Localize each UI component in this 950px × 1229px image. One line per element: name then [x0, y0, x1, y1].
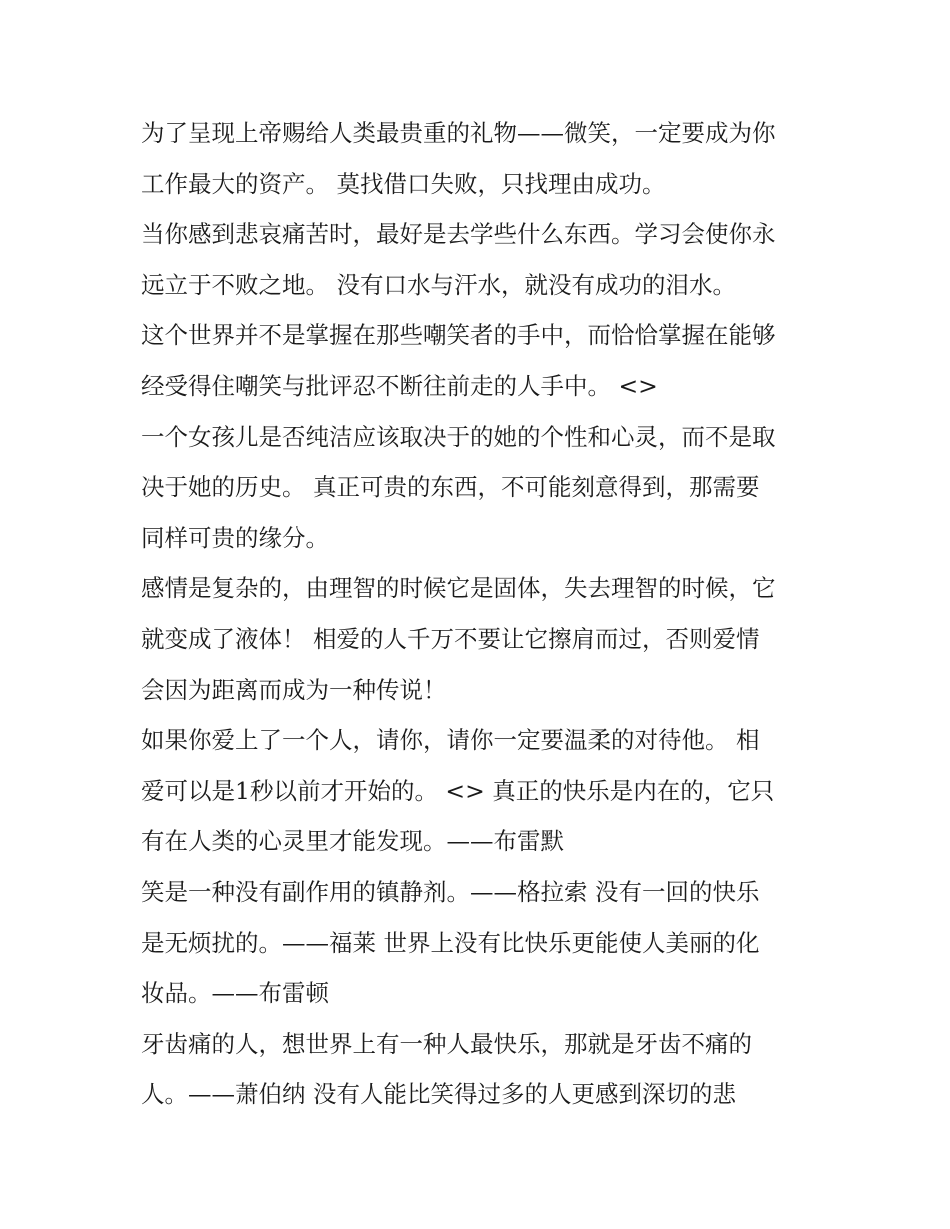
text-line: 一个女孩儿是否纯洁应该取决于的她的个性和心灵，而不是取: [141, 422, 776, 451]
text-line: 牙齿痛的人，想世界上有一种人最快乐，那就是牙齿不痛的: [141, 1029, 752, 1058]
text-line: 经受得住嘲笑与批评忍不断往前走的人手中。 <>: [141, 371, 658, 400]
paragraph-3: [141, 310, 821, 411]
text-line: 为了呈现上帝赐给人类最贵重的礼物——微笑，一定要成为你: [141, 119, 776, 147]
paragraph-2: [141, 209, 821, 310]
text-line: 决于她的历史。 真正可贵的东西，不可能刻意得到，那需要: [141, 473, 760, 502]
text-line: 这个世界并不是掌握在那些嘲笑者的手中，而恰恰掌握在能够: [141, 321, 776, 350]
text-line: 感情是复杂的，由理智的时候它是固体，失去理智的时候，它: [141, 574, 776, 603]
text-line: 爱可以是1秒以前才开始的。 <> 真正的快乐是内在的，它只: [141, 776, 775, 805]
document-body: [141, 108, 821, 1120]
text-line: 会因为距离而成为一种传说！: [141, 675, 447, 704]
text-line: 笑是一种没有副作用的镇静剂。——格拉索 没有一回的快乐: [141, 877, 760, 906]
text-line: 就变成了液体！ 相爱的人千万不要让它擦肩而过，否则爱情: [141, 624, 760, 653]
paragraph-4: [141, 412, 821, 564]
text-line: 当你感到悲哀痛苦时，最好是去学些什么东西。学习会使你永: [141, 220, 776, 249]
text-line: 远立于不败之地。 没有口水与汗水，就没有成功的泪水。: [141, 270, 736, 299]
text-line: 有在人类的心灵里才能发现。——布雷默: [141, 827, 564, 856]
text-line: 同样可贵的缘分。: [141, 523, 329, 552]
text-line: 妆品。——布雷顿: [141, 979, 329, 1008]
paragraph-7: [141, 867, 821, 1019]
paragraph-5: [141, 563, 821, 715]
paragraph-1: [141, 108, 821, 209]
text-line: 工作最大的资产。 莫找借口失败，只找理由成功。: [141, 169, 666, 198]
text-line: 人。——萧伯纳 没有人能比笑得过多的人更感到深切的悲: [141, 1080, 736, 1109]
text-line: 如果你爱上了一个人，请你，请你一定要温柔的对待他。 相: [141, 726, 760, 755]
paragraph-6: [141, 715, 821, 867]
paragraph-8: [141, 1019, 821, 1120]
text-line: 是无烦扰的。——福莱 世界上没有比快乐更能使人美丽的化: [141, 928, 760, 957]
